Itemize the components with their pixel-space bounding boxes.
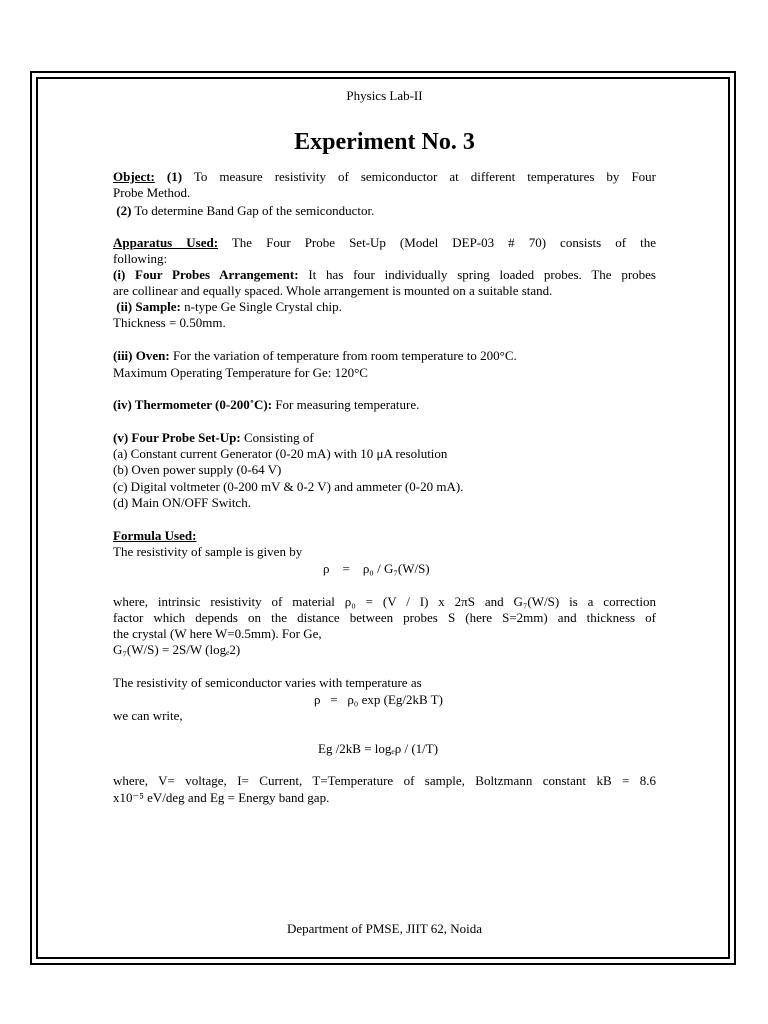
apparatus-item-iv-text: For measuring temperature. (272, 397, 420, 412)
apparatus-item-v-b: (b) Oven power supply (0-64 V) (113, 462, 282, 477)
formula-label: Formula Used: (113, 528, 197, 543)
apparatus-item-ii-text: n-type Ge Single Crystal chip. (180, 299, 342, 314)
apparatus-item-iv-label: (iv) Thermometer (0-200˚C): (113, 397, 273, 412)
apparatus-item-v-c: (c) Digital voltmeter (0-200 mV & 0-2 V) and ammeter (0-20 mA). (113, 479, 464, 494)
apparatus-item-i-text: It has four individually spring loaded probes. The probes (298, 267, 656, 282)
formula-where-line-1: where, intrinsic resistivity of material ρ₀ = (V / I) x 2πS and G₇(W/S) is a correction (113, 594, 656, 609)
page-footer: Department of PMSE, JIIT 62, Noida (286, 921, 483, 936)
formula-intro: The resistivity of sample is given by (113, 544, 303, 559)
apparatus-item-v-label: (v) Four Probe Set-Up: (113, 430, 241, 445)
formula-where-2-line-2: x10⁻⁵ eV/deg and Eg = Energy band gap. (113, 790, 330, 805)
object-line-1 (113, 169, 656, 185)
formula-where-2-line-1: where, V= voltage, I= Current, T=Temperature of sample, Boltzmann constant kB = 8.6 (113, 773, 656, 788)
object-line-2 (113, 203, 656, 219)
object-item2-number: (2) (116, 203, 132, 218)
formula-heading (113, 528, 656, 544)
apparatus-label: Apparatus Used: (113, 235, 219, 250)
apparatus-item-i-line-2: are collinear and equally spaced. Whole arrangement is mounted on a suitable stand. (113, 283, 553, 298)
apparatus-item-v-a: (a) Constant current Generator (0-20 mA) with 10 μA resolution (113, 446, 448, 461)
apparatus-item-v-text: Consisting of (240, 430, 314, 445)
equation-resistivity: ρ = ρ₀ / G₇(W/S) (323, 561, 430, 576)
equation-g7: G₇(W/S) = 2S/W (logₑ2) (113, 642, 241, 657)
formula-we-can-write: we can write, (113, 708, 183, 723)
apparatus-item-iv (113, 397, 656, 413)
apparatus-intro-line-1 (113, 235, 656, 251)
apparatus-item-ii (113, 299, 656, 315)
formula-where-line-3: the crystal (W here W=0.5mm). For Ge, (113, 626, 322, 641)
apparatus-max-temp: Maximum Operating Temperature for Ge: 120°C (113, 365, 368, 380)
apparatus-item-v-d: (d) Main ON/OFF Switch. (113, 495, 251, 510)
object-item2-text: To determine Band Gap of the semiconductor. (131, 203, 375, 218)
apparatus-item-iii-text: For the variation of temperature from room temperature to 200°C. (169, 348, 517, 363)
apparatus-intro-line-2: following: (113, 251, 168, 266)
apparatus-item-v (113, 430, 656, 446)
object-label: Object: (113, 169, 155, 184)
formula-varies: The resistivity of semiconductor varies with temperature as (113, 675, 422, 690)
apparatus-item-ii-label: (ii) Sample: (116, 299, 181, 314)
apparatus-item-iii (113, 348, 656, 364)
apparatus-item-iii-label: (iii) Oven: (113, 348, 170, 363)
object-item1-continued: Probe Method. (113, 185, 191, 200)
equation-band-gap: Eg /2kB = logₑρ / (1/T) (318, 741, 439, 756)
apparatus-intro: The Four Probe Set-Up (Model DEP-03 # 70) consists of the (218, 235, 657, 250)
apparatus-item-i-line-1 (113, 267, 656, 283)
apparatus-thickness: Thickness = 0.50mm. (113, 315, 226, 330)
object-item1-number: (1) (166, 169, 183, 184)
running-header: Physics Lab-II (346, 88, 423, 103)
formula-where-line-2: factor which depends on the distance between probes S (here S=2mm) and thickness of (113, 610, 656, 625)
equation-exponential: ρ = ρ₀ exp (Eg/2kB T) (314, 692, 443, 707)
object-item1-text: To measure resistivity of semiconductor at different temperatures by Four (182, 169, 656, 184)
apparatus-item-i-label: (i) Four Probes Arrangement: (113, 267, 299, 282)
page-title: Experiment No. 3 (294, 129, 475, 155)
